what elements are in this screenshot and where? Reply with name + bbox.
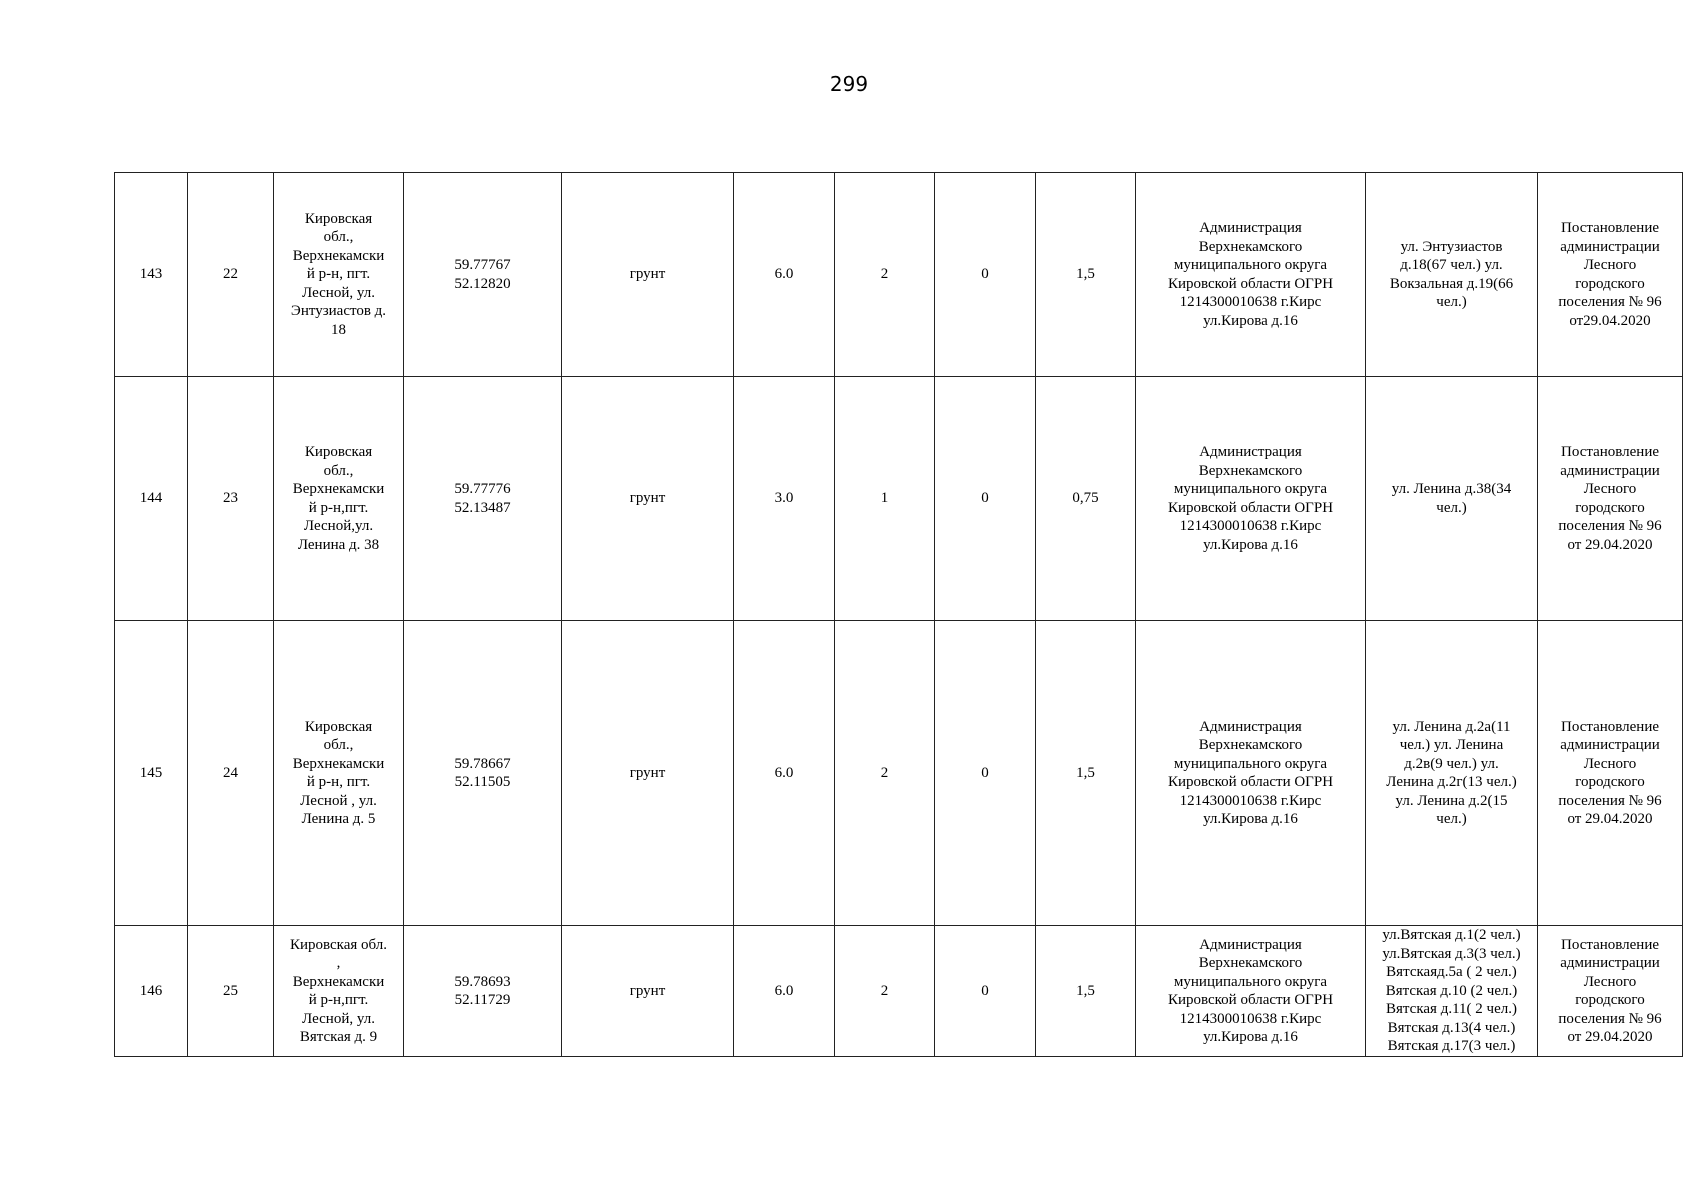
sources-cell: ул. Ленина д.2а(11 чел.) ул. Ленина д.2в(9 чел.) ул. Ленина д.2г(13 чел.) ул. Ленина д.2(15 чел.): [1366, 621, 1538, 926]
planned-containers-cell: 0: [935, 621, 1036, 926]
document-cell: Постановление администрации Лесного городского поселения № 96 от 29.04.2020: [1538, 377, 1683, 621]
address-cell: Кировская обл. , Верхнекамски й р-н,пгт. Лесной, ул. Вятская д. 9: [274, 926, 404, 1057]
coordinates-cell: 59.78693 52.11729: [404, 926, 562, 1057]
owner-cell: Администрация Верхнекамского муниципального округа Кировской области ОГРН 1214300010638 г.Кирс ул.Кирова д.16: [1136, 173, 1366, 377]
table-row: [115, 926, 1683, 1057]
sources-cell: ул. Ленина д.38(34 чел.): [1366, 377, 1538, 621]
area-cell: 6.0: [734, 621, 835, 926]
surface-cell: грунт: [562, 621, 734, 926]
row-number-cell: 144: [115, 377, 188, 621]
sub-number-cell: 22: [188, 173, 274, 377]
page-number: 299: [829, 72, 869, 96]
coordinates-cell: 59.77767 52.12820: [404, 173, 562, 377]
document-cell: Постановление администрации Лесного городского поселения № 96 от29.04.2020: [1538, 173, 1683, 377]
table-row: [115, 173, 1683, 377]
sources-cell: ул.Вятская д.1(2 чел.) ул.Вятская д.3(3 чел.) Вятскаяд.5а ( 2 чел.) Вятская д.10 (2 чел.) Вятская д.11( 2 чел.) Вятская д.13(4 чел.) Вятская д.17(3 чел.): [1366, 926, 1538, 1057]
address-cell: Кировская обл., Верхнекамски й р-н,пгт. Лесной,ул. Ленина д. 38: [274, 377, 404, 621]
waste-site-registry-table: [114, 172, 1683, 1057]
surface-cell: грунт: [562, 926, 734, 1057]
planned-containers-cell: 0: [935, 173, 1036, 377]
containers-cell: 2: [835, 926, 935, 1057]
coordinates-cell: 59.78667 52.11505: [404, 621, 562, 926]
area-cell: 3.0: [734, 377, 835, 621]
area-cell: 6.0: [734, 926, 835, 1057]
coordinates-cell: 59.77776 52.13487: [404, 377, 562, 621]
sources-cell: ул. Энтузиастов д.18(67 чел.) ул. Вокзальная д.19(66 чел.): [1366, 173, 1538, 377]
volume-cell: 0,75: [1036, 377, 1136, 621]
owner-cell: Администрация Верхнекамского муниципального округа Кировской области ОГРН 1214300010638 г.Кирс ул.Кирова д.16: [1136, 926, 1366, 1057]
row-number-cell: 146: [115, 926, 188, 1057]
owner-cell: Администрация Верхнекамского муниципального округа Кировской области ОГРН 1214300010638 г.Кирс ул.Кирова д.16: [1136, 377, 1366, 621]
document-cell: Постановление администрации Лесного городского поселения № 96 от 29.04.2020: [1538, 926, 1683, 1057]
sub-number-cell: 23: [188, 377, 274, 621]
surface-cell: грунт: [562, 377, 734, 621]
table-row: [115, 621, 1683, 926]
table-row: [115, 377, 1683, 621]
containers-cell: 2: [835, 621, 935, 926]
planned-containers-cell: 0: [935, 377, 1036, 621]
address-cell: Кировская обл., Верхнекамски й р-н, пгт. Лесной , ул. Ленина д. 5: [274, 621, 404, 926]
document-cell: Постановление администрации Лесного городского поселения № 96 от 29.04.2020: [1538, 621, 1683, 926]
address-cell: Кировская обл., Верхнекамски й р-н, пгт. Лесной, ул. Энтузиастов д. 18: [274, 173, 404, 377]
volume-cell: 1,5: [1036, 621, 1136, 926]
volume-cell: 1,5: [1036, 173, 1136, 377]
area-cell: 6.0: [734, 173, 835, 377]
row-number-cell: 143: [115, 173, 188, 377]
surface-cell: грунт: [562, 173, 734, 377]
planned-containers-cell: 0: [935, 926, 1036, 1057]
sub-number-cell: 24: [188, 621, 274, 926]
volume-cell: 1,5: [1036, 926, 1136, 1057]
row-number-cell: 145: [115, 621, 188, 926]
containers-cell: 1: [835, 377, 935, 621]
containers-cell: 2: [835, 173, 935, 377]
sub-number-cell: 25: [188, 926, 274, 1057]
owner-cell: Администрация Верхнекамского муниципального округа Кировской области ОГРН 1214300010638 г.Кирс ул.Кирова д.16: [1136, 621, 1366, 926]
